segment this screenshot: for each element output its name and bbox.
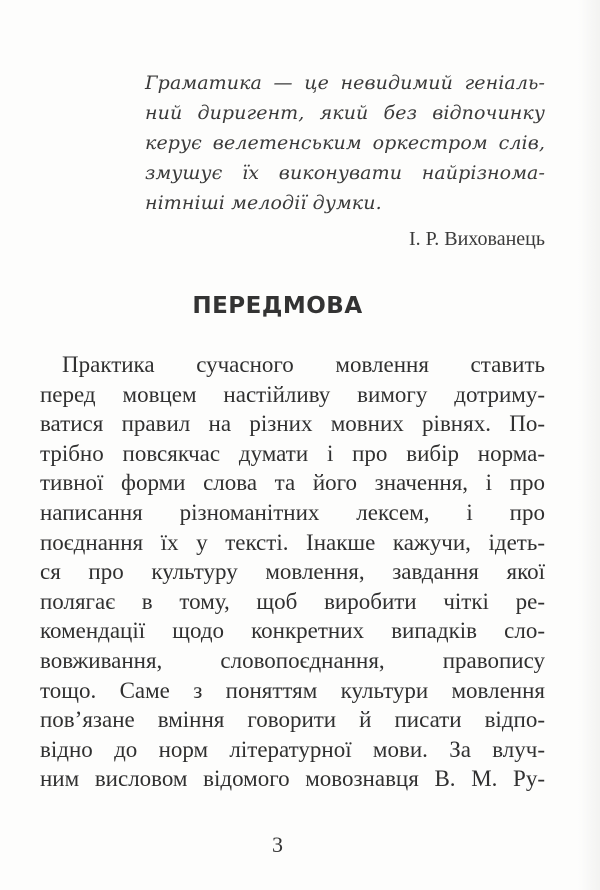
body-line: пов’язане вміння говорити й писати відпо-: [40, 707, 545, 733]
body-line: тивної форми слова та його значення, і про: [40, 470, 545, 496]
body-line: комендації щодо конкретних випадків сло-: [40, 618, 545, 644]
body-line: Практика сучасного мовлення ставить: [62, 352, 545, 377]
body-line: ся про культуру мовлення, завдання якої: [40, 559, 545, 585]
epigraph-line: Граматика — це невидимий геніаль-: [145, 72, 545, 94]
body-line: трібно повсякчас думати і про вибір норма-: [40, 440, 545, 466]
body-line: написання різноманітних лексем, і про: [40, 499, 545, 525]
body-line: тощо. Саме з поняттям культури мовлення: [40, 677, 545, 703]
body-line: вовживання, словопоєднання, правопису: [40, 647, 545, 673]
body-line: поєднання їх у тексті. Інакше кажучи, ідеть-: [40, 529, 545, 555]
body-line: ватися правил на різних мовних рівнях. По-: [40, 411, 545, 437]
body-line: ним висловом відомого мовознавця В. М. Ру-: [40, 766, 545, 792]
epigraph-line: нітніші мелодії думки.: [145, 192, 382, 214]
body-paragraph: [40, 350, 545, 794]
page-number: 3: [272, 832, 283, 857]
epigraph: [145, 68, 545, 254]
page-edge-shadow: [578, 0, 600, 890]
body-line: полягає в тому, щоб виробити чіткі ре-: [40, 588, 545, 614]
section-title: ПЕРЕДМОВА: [192, 293, 363, 319]
body-line: перед мовцем настійливу вимогу дотриму-: [40, 381, 545, 407]
body-line: відно до норм літературної мови. За влуч-: [40, 736, 545, 762]
epigraph-author: І. Р. Вихованець: [408, 228, 545, 250]
epigraph-line: ний диригент, який без відпочинку: [145, 102, 545, 124]
epigraph-line: керує велетенським оркестром слів,: [145, 132, 545, 154]
epigraph-line: змушує їх виконувати найрізнома-: [145, 162, 545, 184]
